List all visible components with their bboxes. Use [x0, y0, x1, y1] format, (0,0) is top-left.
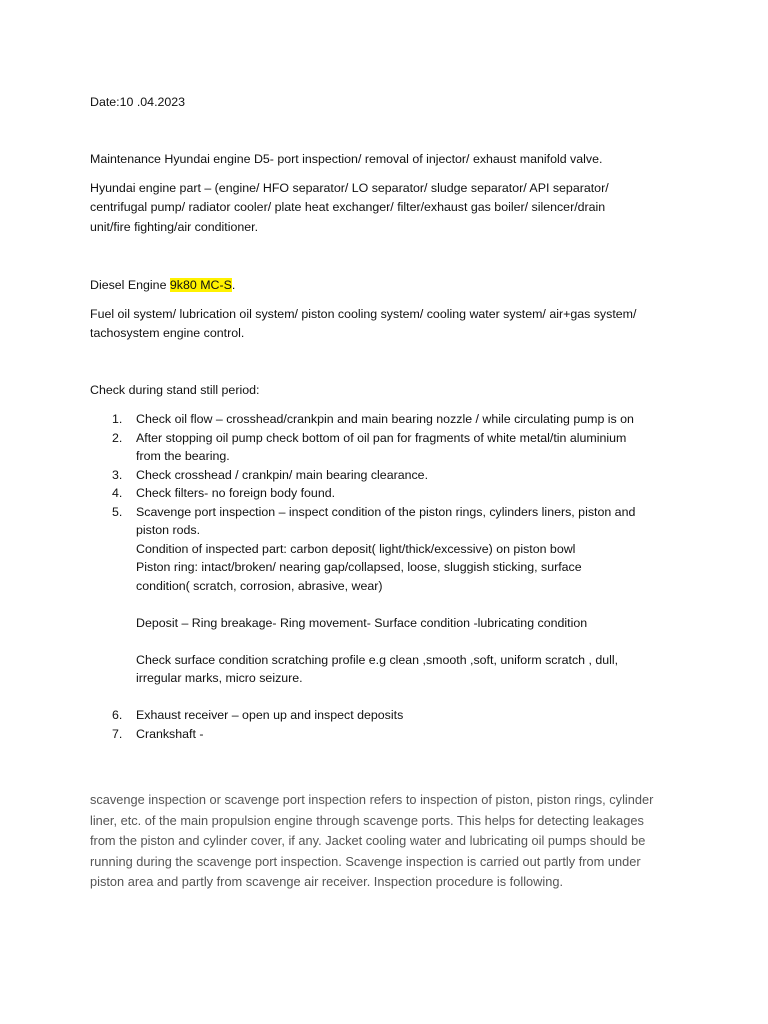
engine-model-highlight: 9k80 MC-S	[169, 278, 232, 292]
list-number: 3.	[112, 467, 123, 482]
list-spacer	[136, 688, 635, 707]
maintenance-line: Maintenance Hyundai engine D5- port inspection/ removal of injector/ exhaust manifold valve.	[90, 152, 603, 166]
parts-line: centrifugal pump/ radiator cooler/ plate heat exchanger/ filter/exhaust gas boiler/ silencer/drain	[90, 200, 606, 214]
check-list-item	[112, 466, 635, 485]
list-text-line: Check crosshead / crankpin/ main bearing clearance.	[136, 467, 429, 482]
list-number: 1.	[112, 412, 123, 426]
list-text-line: Condition of inspected part: carbon deposit( light/thick/excessive) on piston bowl	[136, 541, 576, 556]
list-text-line: irregular marks, micro seizure.	[136, 671, 303, 685]
web-paragraph-line: piston area and partly from scavenge air receiver. Inspection procedure is following.	[90, 874, 564, 890]
list-text-line: Piston ring: intact/broken/ nearing gap/collapsed, loose, sluggish sticking, surface	[136, 560, 582, 574]
web-paragraph-line: scavenge inspection or scavenge port inspection refers to inspection of piston, piston rings, cylinder	[90, 792, 654, 807]
list-text-line: Check filters- no foreign body found.	[136, 486, 336, 500]
list-text-line: from the bearing.	[136, 449, 230, 463]
parts-line: unit/fire fighting/air conditioner.	[90, 220, 259, 234]
web-paragraph-line: liner, etc. of the main propulsion engine through scavenge ports. This helps for detecting leakages	[90, 812, 644, 828]
list-text-line: Crankshaft -	[136, 726, 204, 741]
check-list	[112, 410, 635, 743]
list-text-line: piston rods.	[136, 523, 201, 537]
diesel-suffix: .	[231, 278, 236, 292]
list-number: 7.	[112, 726, 123, 741]
list-text-line: After stopping oil pump check bottom of oil pan for fragments of white metal/tin aluminium	[136, 430, 627, 445]
list-text-line: condition( scratch, corrosion, abrasive, wear)	[136, 578, 383, 593]
parts-line: Hyundai engine part – (engine/ HFO separator/ LO separator/ sludge separator/ API separator/	[90, 181, 609, 195]
list-spacer	[136, 595, 635, 614]
systems-line: Fuel oil system/ lubrication oil system/ piston cooling system/ cooling water system/ air+gas system/	[90, 307, 637, 321]
date-line: Date:10 .04.2023	[90, 95, 186, 109]
check-list-item	[112, 429, 635, 466]
systems-line: tachosystem engine control.	[90, 326, 245, 340]
check-list-item	[112, 706, 635, 725]
web-paragraph-line: from the piston and cylinder cover, if any. Jacket cooling water and lubricating oil pumps should be	[90, 833, 646, 849]
list-number: 4.	[112, 486, 123, 500]
list-number: 2.	[112, 430, 123, 445]
list-text-line: Exhaust receiver – open up and inspect deposits	[136, 708, 404, 722]
check-list-item	[112, 484, 635, 503]
diesel-prefix: Diesel Engine	[90, 278, 170, 292]
list-text-line: Check oil flow – crosshead/crankpin and main bearing nozzle / while circulating pump is on	[136, 412, 634, 426]
web-paragraph-line: running during the scavenge port inspection. Scavenge inspection is carried out partly from under	[90, 853, 641, 869]
check-heading: Check during stand still period:	[90, 383, 260, 397]
list-number: 5.	[112, 504, 123, 519]
diesel-engine-line	[90, 276, 235, 295]
check-list-item	[112, 503, 635, 707]
list-text-line: Scavenge port inspection – inspect condition of the piston rings, cylinders liners, piston and	[136, 504, 636, 519]
check-list-item	[112, 725, 635, 744]
list-spacer	[136, 632, 635, 651]
list-text-line: Deposit – Ring breakage- Ring movement- Surface condition -lubricating condition	[136, 615, 588, 630]
list-text-line: Check surface condition scratching profile e.g clean ,smooth ,soft, uniform scratch , dull,	[136, 652, 619, 667]
check-list-item	[112, 410, 635, 429]
web-paragraph	[90, 790, 680, 893]
list-number: 6.	[112, 708, 123, 722]
